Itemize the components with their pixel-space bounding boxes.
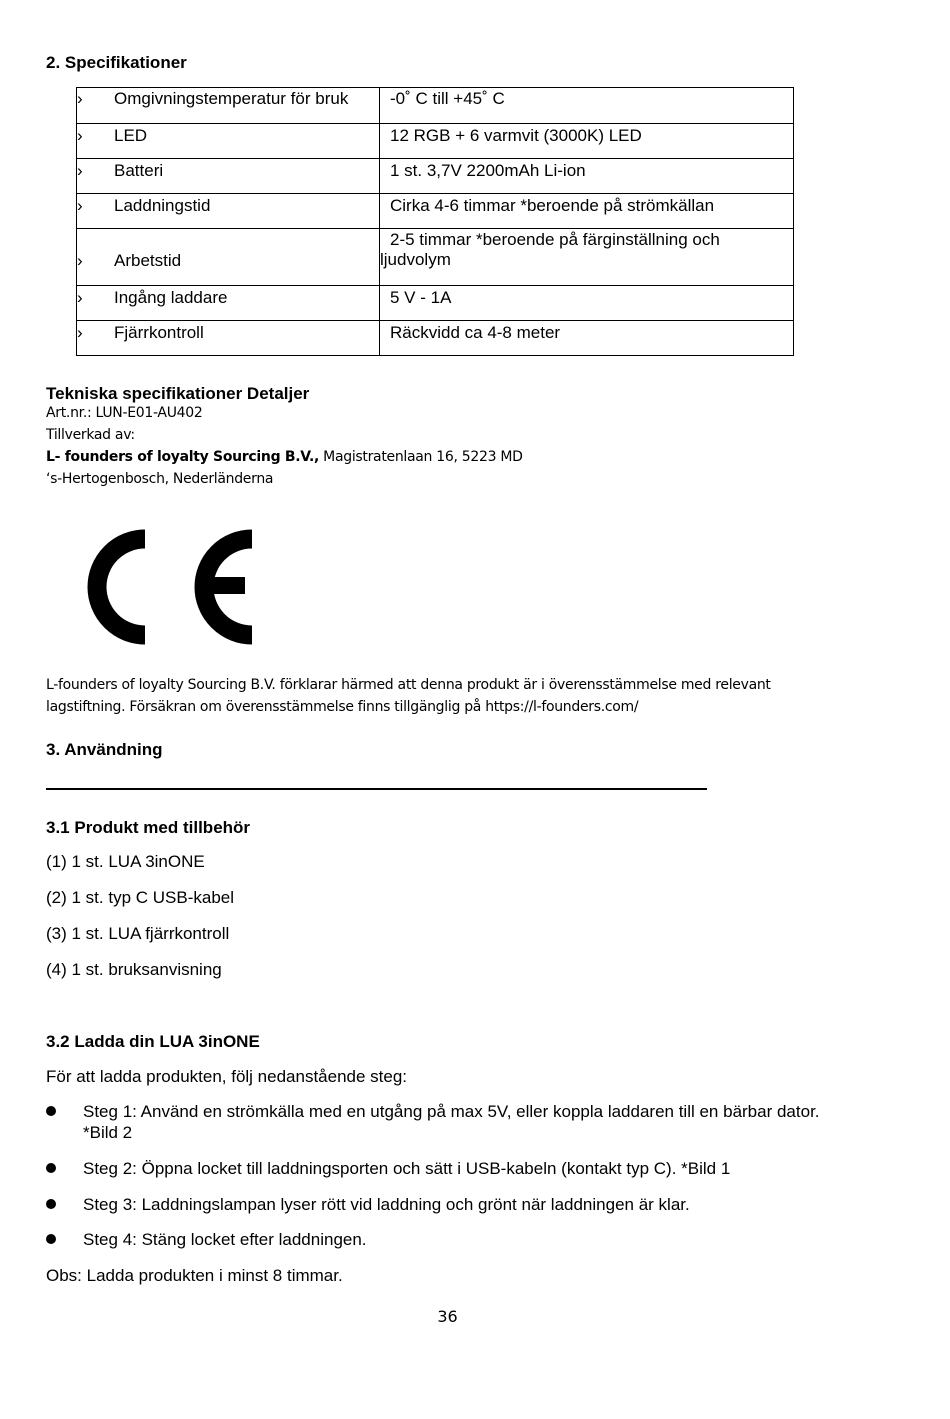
tech-specs-heading: Tekniska specifikationer Detaljer <box>46 384 310 403</box>
table-row <box>77 159 794 194</box>
spec-value: -0˚ C till +45˚ C <box>380 88 794 124</box>
article-number: Art.nr.: LUN-E01-AU402 <box>46 405 203 421</box>
declaration-line-1: L-founders of loyalty Sourcing B.V. förklarar härmed att denna produkt är i överensstämmelse med relevant <box>46 677 771 693</box>
bullet-icon <box>46 1163 56 1173</box>
arrow-icon: › <box>77 288 83 307</box>
manufacturer-city: ‘s-Hertogenbosch, Nederländerna <box>46 471 274 487</box>
spec-value: 1 st. 3,7V 2200mAh Li-ion <box>380 159 794 194</box>
bullet-icon <box>46 1234 56 1244</box>
specifications-table <box>76 87 794 356</box>
divider <box>46 788 707 790</box>
bullet-icon <box>46 1106 56 1116</box>
section-2-heading: 2. Specifikationer <box>46 53 187 72</box>
arrow-icon: › <box>77 126 83 145</box>
intro-text: För att ladda produkten, följ nedanstående steg: <box>46 1067 408 1086</box>
list-item: (3) 1 st. LUA fjärrkontroll <box>46 924 230 943</box>
arrow-icon: › <box>77 323 83 342</box>
spec-label: Arbetstid <box>114 251 182 270</box>
spec-label: Omgivningstemperatur för bruk <box>114 89 349 108</box>
list-item: (4) 1 st. bruksanvisning <box>46 960 222 979</box>
spec-value: 5 V - 1A <box>380 286 794 321</box>
step-1: Steg 1: Använd en strömkälla med en utgång på max 5V, eller koppla laddaren till en bärbar dator. *Bild 2 <box>83 1102 820 1142</box>
manufacturer-label: Tillverkad av: <box>46 427 135 443</box>
arrow-icon: › <box>77 89 83 108</box>
step-3: Steg 3: Laddningslampan lyser rött vid laddning och grönt när laddningen är klar. <box>83 1195 690 1214</box>
list-item: (1) 1 st. LUA 3inONE <box>46 852 205 871</box>
table-row <box>77 286 794 321</box>
step-4: Steg 4: Stäng locket efter laddningen. <box>83 1230 367 1249</box>
spec-value: Räckvidd ca 4-8 meter <box>380 321 794 356</box>
spec-label: Batteri <box>114 161 164 180</box>
spec-label: Fjärrkontroll <box>114 323 204 342</box>
company-name: L- founders of loyalty Sourcing B.V., <box>46 449 320 465</box>
spec-value: Cirka 4-6 timmar *beroende på strömkällan <box>380 194 794 229</box>
arrow-icon: › <box>77 161 83 180</box>
note-text: Obs: Ladda produkten i minst 8 timmar. <box>46 1266 343 1285</box>
arrow-icon: › <box>77 251 83 270</box>
manufacturer-address: L- founders of loyalty Sourcing B.V., Magistratenlaan 16, 5223 MD <box>46 449 523 465</box>
table-row <box>77 229 794 286</box>
spec-value: 2-5 timmar *beroende på färginställning och ljudvolym <box>380 229 794 286</box>
arrow-icon: › <box>77 196 83 215</box>
table-row <box>77 88 794 124</box>
table-row <box>77 194 794 229</box>
table-row <box>77 321 794 356</box>
page-number: 36 <box>437 1307 458 1326</box>
list-item: (2) 1 st. typ C USB-kabel <box>46 888 235 907</box>
table-row <box>77 124 794 159</box>
section-3-heading: 3. Användning <box>46 740 163 759</box>
bullet-icon <box>46 1199 56 1209</box>
ce-mark-icon <box>72 520 258 654</box>
spec-label: Laddningstid <box>114 196 211 215</box>
step-2: Steg 2: Öppna locket till laddningsporten och sätt i USB-kabeln (kontakt typ C). *Bild 1 <box>83 1159 731 1178</box>
spec-label: LED <box>114 126 148 145</box>
declaration-line-2: lagstiftning. Försäkran om överensstämmelse finns tillgänglig på https://l-founders.com/ <box>46 699 639 715</box>
section-3-1-heading: 3.1 Produkt med tillbehör <box>46 818 251 837</box>
spec-value: 12 RGB + 6 varmvit (3000K) LED <box>380 124 794 159</box>
spec-label: Ingång laddare <box>114 288 228 307</box>
section-3-2-heading: 3.2 Ladda din LUA 3inONE <box>46 1032 260 1051</box>
